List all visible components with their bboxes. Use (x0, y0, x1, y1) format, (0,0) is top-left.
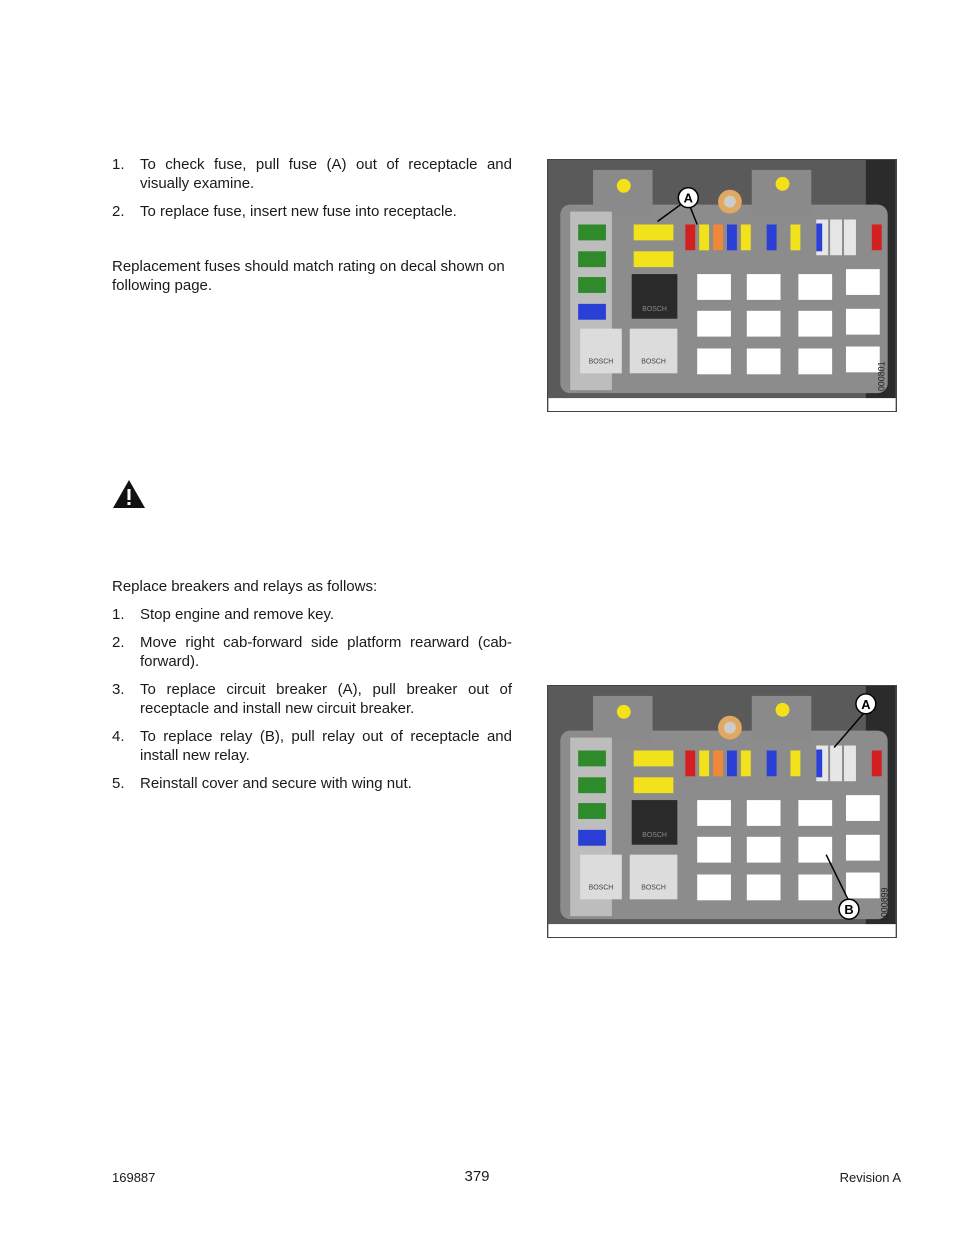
fuse-note: Replacement fuses should match rating on decal shown on following page. (112, 258, 505, 294)
relay-brand: BOSCH (642, 831, 667, 839)
fuse-box-figure-1 (547, 159, 897, 412)
fuse-box-figure-2 (547, 685, 897, 938)
relay-intro: Replace breakers and relays as follows: (112, 578, 378, 595)
callout-a: A (861, 696, 871, 712)
fuse-step: 1. To check fuse, pull fuse (A) out of receptacle and visually examine. (112, 156, 512, 192)
figure-id: 1000899 (879, 887, 890, 923)
doc-number: 169887 (112, 1170, 156, 1185)
relay-steps-list (112, 605, 512, 802)
figure-id: 1000801 (876, 361, 887, 397)
relay-step: 2. Move right cab-forward side platform rearward (cab-forward). (112, 634, 512, 670)
relay-brand: BOSCH (588, 358, 614, 366)
callout-a: A (683, 190, 693, 206)
relay-step: 5. Reinstall cover and secure with wing nut. (112, 775, 412, 792)
relay-brand: BOSCH (641, 884, 666, 892)
relay-brand: BOSCH (588, 884, 614, 892)
fuse-box-illustration (548, 160, 896, 411)
fuse-steps-list (112, 155, 512, 230)
fuse-step: 2. To replace fuse, insert new fuse into receptacle. (112, 203, 457, 220)
page-number: 379 (464, 1168, 490, 1185)
relay-step: 3. To replace circuit breaker (A), pull breaker out of receptacle and install new circuit breaker. (112, 681, 512, 717)
callout-b: B (844, 902, 854, 918)
relay-step: 4. To replace relay (B), pull relay out of receptacle and install new relay. (112, 728, 512, 764)
relay-brand: BOSCH (641, 358, 666, 366)
fuse-box-illustration (548, 686, 896, 937)
revision-label: Revision A (839, 1170, 901, 1185)
warning-triangle-icon (112, 479, 146, 509)
relay-step: 1. Stop engine and remove key. (112, 606, 335, 623)
relay-brand: BOSCH (642, 305, 667, 313)
